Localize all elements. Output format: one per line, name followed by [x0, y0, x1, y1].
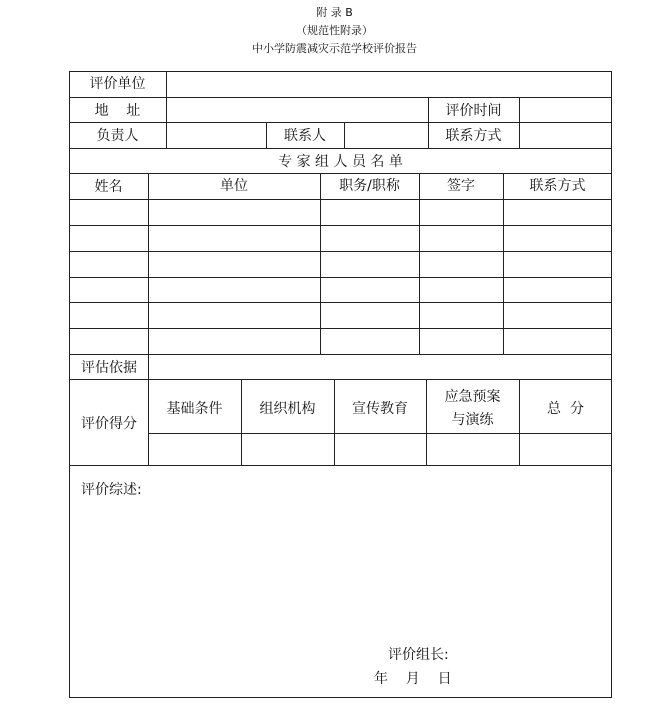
- row-divider: [69, 225, 612, 226]
- col-divider: [148, 173, 149, 354]
- row-divider: [69, 251, 612, 252]
- row-divider: [69, 173, 612, 174]
- basis-label: 评估依据: [81, 360, 137, 376]
- page-title: 中小学防震减灾示范学校评价报告: [252, 42, 417, 55]
- row-divider: [69, 148, 612, 149]
- score-plan-label-line2: 与演练: [451, 412, 494, 428]
- row-divider: [69, 328, 612, 329]
- row-divider: [69, 199, 612, 200]
- contact-method-label: 联系方式: [445, 128, 502, 144]
- col-header-signature: 签字: [447, 178, 475, 194]
- row-divider: [69, 97, 612, 98]
- row-divider: [69, 465, 612, 466]
- responsible-label: 负责人: [96, 128, 139, 144]
- score-total-label: 总 分: [547, 401, 584, 417]
- col-divider: [334, 379, 335, 465]
- date-label: 年 月 日: [374, 671, 452, 687]
- col-divider: [503, 173, 504, 354]
- col-divider: [419, 173, 420, 354]
- eval-unit-label: 评价单位: [89, 76, 146, 92]
- expert-list-title: 专 家 组 人 员 名 单: [278, 154, 403, 170]
- col-header-position: 职务/职称: [339, 178, 400, 194]
- row-divider: [69, 354, 612, 355]
- score-edu-label: 宣传教育: [352, 401, 408, 417]
- row-divider: [69, 122, 612, 123]
- col-header-unit: 单位: [220, 178, 248, 194]
- appendix-label: 附 录 B: [316, 6, 353, 19]
- row-divider: [69, 277, 612, 278]
- col-header-name: 姓名: [94, 179, 123, 195]
- score-label: 评价得分: [81, 416, 137, 432]
- row-divider: [148, 433, 612, 434]
- col-header-contact: 联系方式: [529, 178, 586, 194]
- summary-label: 评价综述:: [81, 482, 142, 498]
- eval-time-label: 评价时间: [445, 103, 502, 119]
- row-divider: [69, 302, 612, 303]
- normative-label: （规范性附录）: [296, 24, 373, 37]
- contact-person-label: 联系人: [284, 128, 326, 144]
- score-org-label: 组织机构: [259, 401, 316, 417]
- address-label: 地 址: [94, 103, 141, 119]
- score-plan-label-line1: 应急预案: [444, 389, 501, 405]
- col-divider: [519, 97, 520, 148]
- col-divider: [519, 379, 520, 465]
- col-divider: [166, 71, 167, 148]
- col-divider: [241, 379, 242, 465]
- leader-label: 评价组长:: [388, 647, 449, 663]
- col-divider: [344, 122, 345, 148]
- col-divider: [320, 173, 321, 354]
- score-basic-label: 基础条件: [166, 401, 223, 417]
- row-divider: [69, 379, 612, 380]
